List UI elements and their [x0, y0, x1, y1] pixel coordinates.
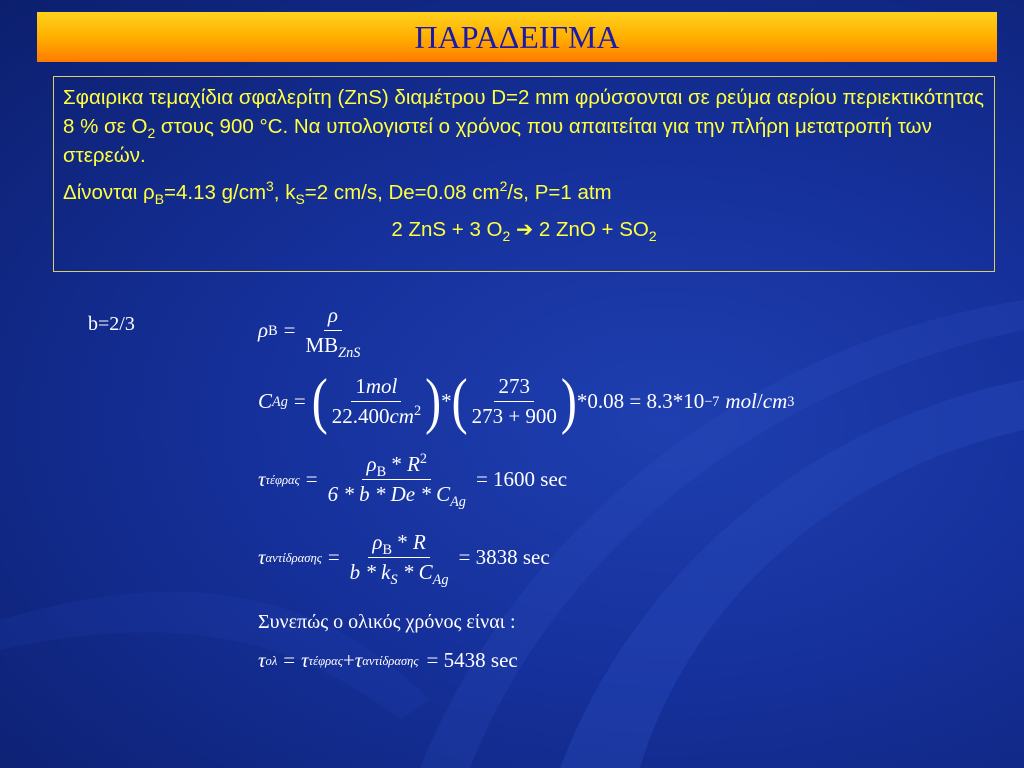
slide-title-bar	[37, 12, 997, 62]
conclusion-text: Συνεπώς ο ολικός χρόνος είναι :	[258, 611, 516, 633]
problem-text: Σφαιρικα τεμαχίδια σφαλερίτη (ZnS) διαμέτρου D=2 mm φρύσσονται σε ρεύμα αερίου περιεκτικότητας 8 % σε $O_2$ στους 900 °C. Να υπολογιστεί ο χρόνος που απαιτείται για την πλήρη μετατροπή των στερεών.	[63, 86, 985, 167]
fraction-ash-layer: $\frac{\rho_B * R^2}{6 * b * De * C_{Ag}}$	[327, 451, 466, 511]
equation-c-ag: C Ag = ( $\frac{\text{1mol}}{22.400cm^2}$ ) * ( $\frac{273}{273 + 900}$ ) *0.08 = 8.3*10 −7 mol / cm 3	[258, 366, 795, 436]
problem-statement-box	[53, 76, 995, 272]
equation-tau-total: τ ολ = τ τέφρας + τ αντίδρασης = 5438 sec	[258, 648, 518, 672]
arrow-icon: ➔	[515, 218, 534, 241]
given-values: Δίνονται $\rho_B=4.13$ $g/cm^3$, $k_S=2$ cm/s, De=0.08 $cm^2/s$, P=1 atm	[63, 178, 612, 208]
equation-tau-reaction: τ αντίδρασης = $\frac{\rho_B * R}{b * k_S * C_{Ag}}$ = 3838 sec	[258, 530, 550, 589]
slide-title: ΠΑΡΑΔΕΙΓΜΑ	[414, 18, 620, 55]
equation-rho-b: ρ B = $\frac{\rho}{MB_{ZnS}}$	[258, 303, 364, 358]
fraction-temperature: $\frac{273}{273 + 900}$	[471, 374, 557, 428]
reaction-equation: 2 ZnS + 3 $O_2$ ➔ 2 ZnO + $SO_2$	[391, 218, 657, 245]
fraction-rho-over-mb: $\frac{\rho}{MB_{ZnS}}$	[305, 303, 361, 362]
equation-tau-ash: τ τέφρας = $\frac{\rho_B * R^2}{6 * b * De * C_{Ag}}$ = 1600 sec	[258, 451, 568, 511]
b-value-label: b=2/3	[88, 313, 135, 335]
fraction-reaction: $\frac{\rho_B * R}{b * k_S * C_{Ag}}$	[349, 530, 449, 589]
fraction-mol-volume: $\frac{\text{1mol}}{22.400cm^2}$	[331, 374, 422, 428]
